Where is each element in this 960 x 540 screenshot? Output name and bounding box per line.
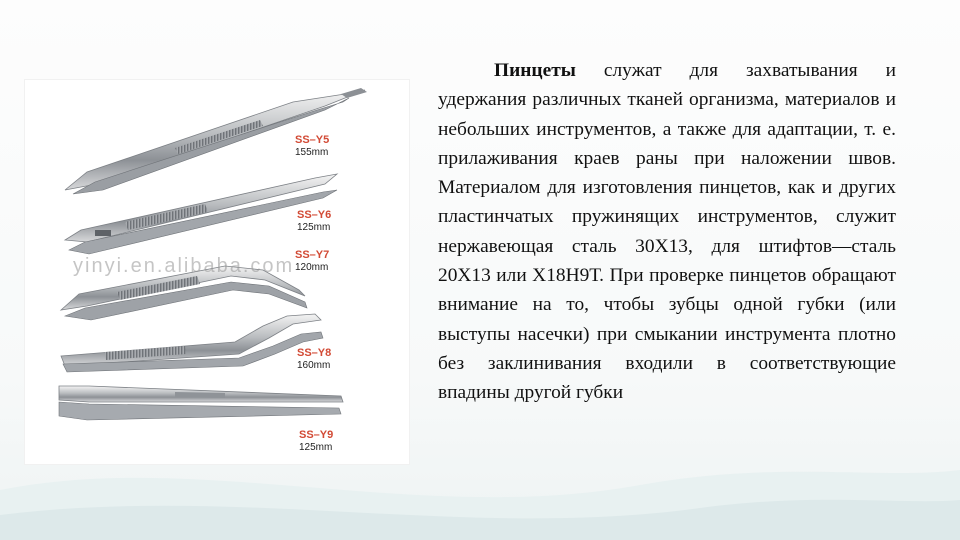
item-label-ss-y8 [297,348,331,371]
item-code: SS–Y6 [297,209,332,221]
item-size: 160mm [297,360,331,371]
item-label-ss-y7 [295,250,329,273]
item-code: SS–Y7 [295,249,330,261]
term-bold: Пинцеты [494,60,576,81]
item-size: 125mm [297,222,331,233]
item-size: 155mm [295,147,329,158]
item-label-ss-y6 [297,210,331,233]
item-code: SS–Y5 [295,134,330,146]
item-size: 120mm [295,262,329,273]
tweezers-ss-y9 [59,386,343,420]
description-paragraph [438,56,896,408]
item-size: 125mm [299,442,333,453]
watermark-text: yinyi.en.alibaba.com [73,255,295,277]
item-code: SS–Y8 [297,347,332,359]
tweezers-ss-y8 [61,314,323,372]
item-label-ss-y9 [299,430,333,453]
item-label-ss-y5 [295,135,329,158]
tweezers-photo [25,80,409,464]
item-code: SS–Y9 [299,429,334,441]
description-body: служат для захватывания и удержания различных тканей организма, материалов и небольших инструментов, а также для адаптации, т. е. прилаживания краев раны при наложении швов. Материалом для изготовления пинцетов, как и других пластинчатых пружинящих инструментов, служит нержавеющая сталь 30Х13, для штифтов—сталь 20Х13 или Х18Н9Т. При проверке пинцетов обращают внимание на то, чтобы зубцы одной губки (или выступы насечки) при смыкании инструмента плотно без заклинивания входили в соответствующие впадины другой губки [438,60,896,404]
